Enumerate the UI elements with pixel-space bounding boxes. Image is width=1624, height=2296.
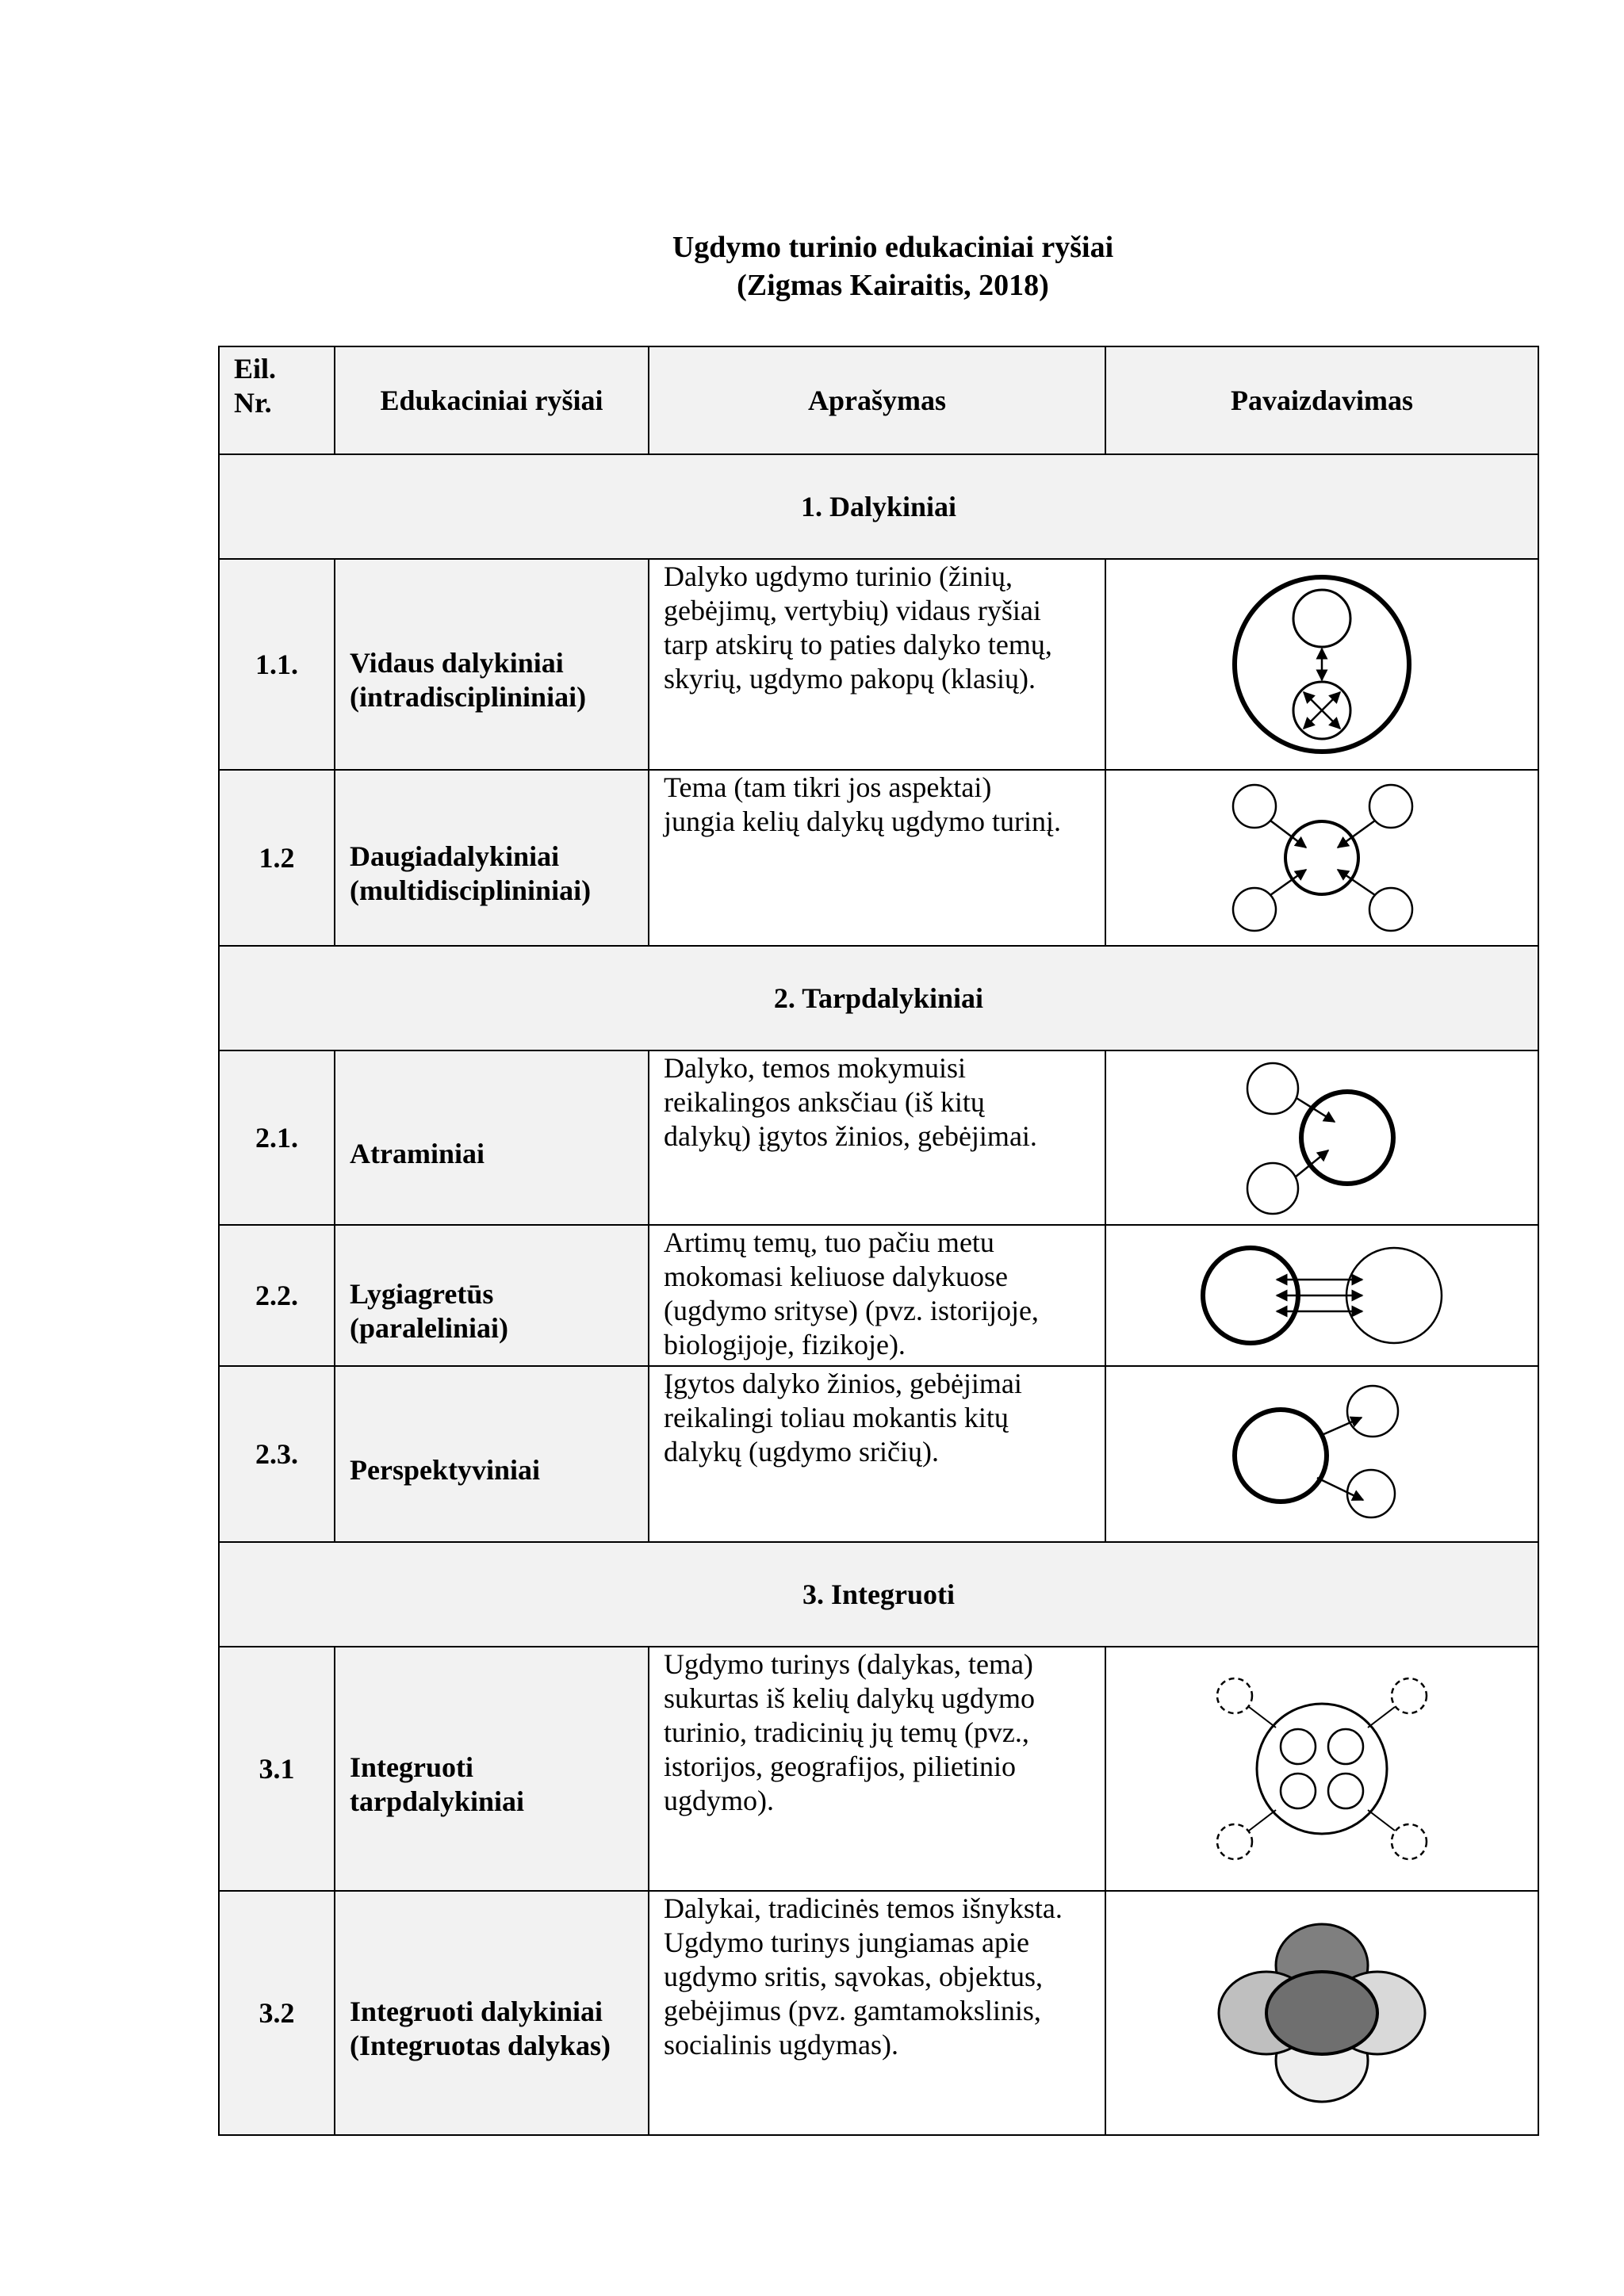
- section-title: 1. Dalykiniai: [219, 454, 1538, 559]
- row-number: 1.1.: [219, 559, 335, 770]
- row-description: Ugdymo turinys (dalykas, tema) sukurtas iš kelių dalykų ugdymo turinio, tradicinių jų temų (pvz., istorijos, geografijos, pilietinio ugdymo).: [649, 1647, 1105, 1891]
- row-description: Dalyko, temos mokymuisi reikalingos anksčiau (iš kitų dalykų) įgytos žinios, gebėjimai.: [649, 1050, 1105, 1225]
- table-row: [219, 1891, 1538, 2135]
- table-row: [219, 1050, 1538, 1225]
- row-number: 1.2: [219, 770, 335, 946]
- edu-relations-table: [218, 346, 1539, 2136]
- table-row: [219, 1647, 1538, 1891]
- section-title: 3. Integruoti: [219, 1542, 1538, 1647]
- nested-circles-icon: [1227, 569, 1417, 760]
- row-name: Daugiadalykiniai (multidisciplininiai): [335, 770, 649, 946]
- header-pic: Pavaizdavimas: [1105, 346, 1538, 454]
- converging-circles-icon: [1227, 1058, 1417, 1217]
- row-name: Atraminiai: [335, 1050, 649, 1225]
- row-number: 2.3.: [219, 1366, 335, 1542]
- row-number: 2.2.: [219, 1225, 335, 1366]
- row-description: Tema (tam tikri jos aspektai) jungia kelių dalykų ugdymo turinį.: [649, 770, 1105, 946]
- row-name: Lygiagretūs (paraleliniai): [335, 1225, 649, 1366]
- parallel-circles-icon: [1199, 1236, 1445, 1355]
- integrated-dashed-circles-icon: [1211, 1674, 1433, 1864]
- row-number: 3.2: [219, 1891, 335, 2135]
- title-line-2: (Zigmas Kairaitis, 2018): [737, 269, 1049, 302]
- header-desc: Aprašymas: [649, 346, 1105, 454]
- hub-four-circles-icon: [1227, 783, 1417, 933]
- header-name: Edukaciniai ryšiai: [335, 346, 649, 454]
- document-title: [0, 228, 1624, 304]
- section-title: 2. Tarpdalykiniai: [219, 946, 1538, 1050]
- header-nr: Eil. Nr.: [219, 346, 335, 454]
- row-description: Įgytos dalyko žinios, gebėjimai reikalingi toliau mokantis kitų dalykų (ugdymo sričių).: [649, 1366, 1105, 1542]
- section-row: [219, 946, 1538, 1050]
- row-name: Perspektyviniai: [335, 1366, 649, 1542]
- row-description: Dalykai, tradicinės temos išnyksta. Ugdymo turinys jungiamas apie ugdymo sritis, sąvokas, objektus, gebėjimus (pvz. gamtamokslinis, socialinis ugdymas).: [649, 1891, 1105, 2135]
- table-row: [219, 1366, 1538, 1542]
- diverging-circles-icon: [1227, 1383, 1417, 1525]
- row-number: 3.1: [219, 1647, 335, 1891]
- row-description: Dalyko ugdymo turinio (žinių, gebėjimų, vertybių) vidaus ryšiai tarp atskirų to paties dalyko temų, skyrių, ugdymo pakopų (klasių).: [649, 559, 1105, 770]
- section-row: [219, 454, 1538, 559]
- table-row: [219, 559, 1538, 770]
- section-row: [219, 1542, 1538, 1647]
- header-row: [219, 346, 1538, 454]
- title-line-1: Ugdymo turinio edukaciniai ryšiai: [672, 231, 1114, 264]
- table-row: [219, 1225, 1538, 1366]
- row-number: 2.1.: [219, 1050, 335, 1225]
- overlapping-ovals-icon: [1215, 1914, 1429, 2112]
- row-name: Vidaus dalykiniai (intradisciplininiai): [335, 559, 649, 770]
- row-description: Artimų temų, tuo pačiu metu mokomasi keliuose dalykuose (ugdymo srityse) (pvz. istorijoje, biologijoje, fizikoje).: [649, 1225, 1105, 1366]
- row-name: Integruoti tarpdalykiniai: [335, 1647, 649, 1891]
- table-row: [219, 770, 1538, 946]
- row-name: Integruoti dalykiniai (Integruotas dalykas): [335, 1891, 649, 2135]
